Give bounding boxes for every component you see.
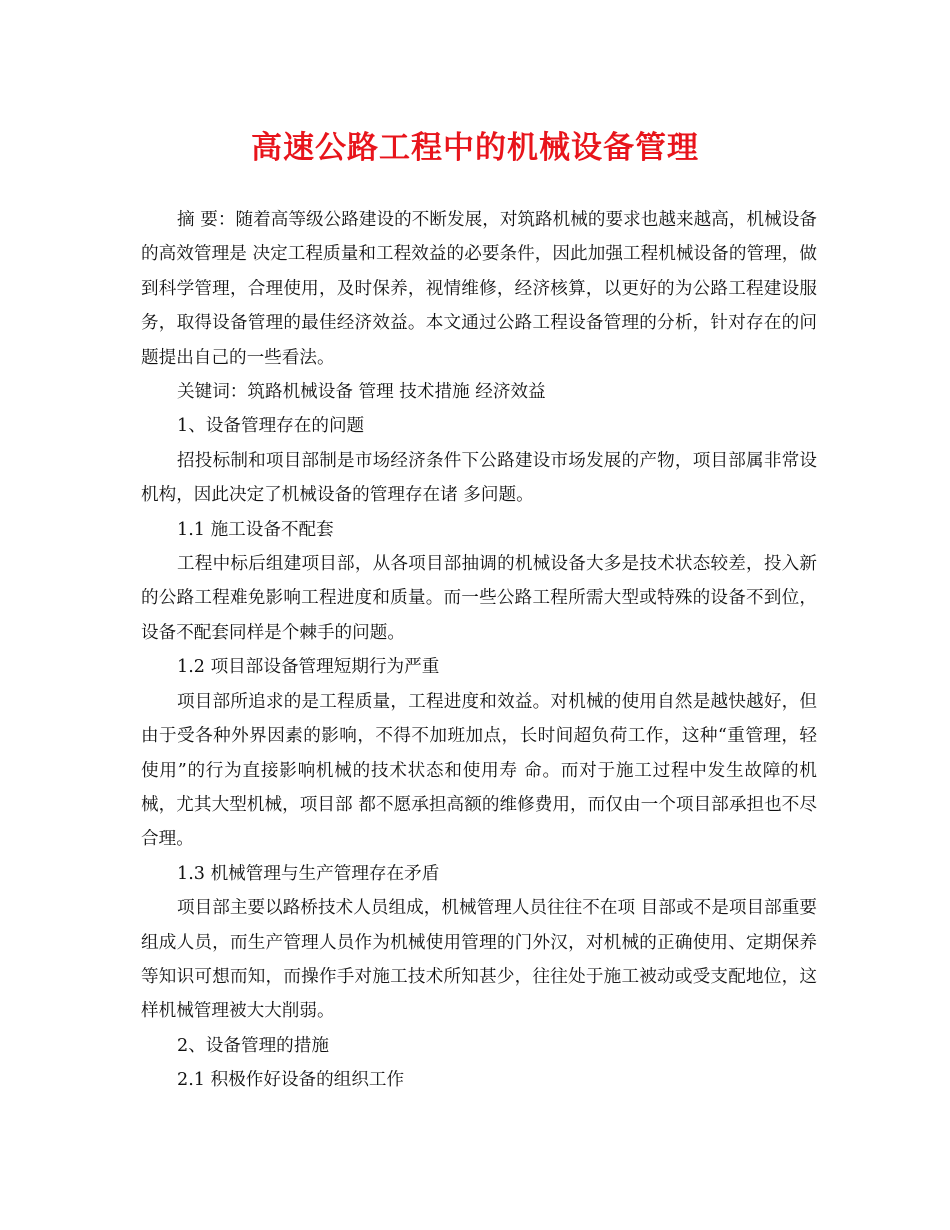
keywords-line: 关键词：筑路机械设备 管理 技术措施 经济效益	[177, 382, 546, 403]
subsection-heading-1-2: 1.2 项目部设备管理短期行为严重	[177, 657, 440, 678]
body-paragraph: 项目部所追求的是工程质量，工程进度和效益。对机械的使用自然是越快越好，但由于受各种外界因素的影响，不得不加班加点，长时间超负荷工作，这种“重管理，轻使用”的行为直接影响机械的技术状态和使用寿 命。而对于施工过程中发生故障的机械，尤其大型机械，项目部 都不愿承担高额的维修费用，而仅由一个项目部承担也不尽合理。	[141, 691, 817, 850]
abstract-paragraph: 摘 要：随着高等级公路建设的不断发展，对筑路机械的要求也越来越高，机械设备的高效管理是 决定工程质量和工程效益的必要条件，因此加强工程机械设备的管理，做到科学管理，合理使用，及时保养，视情维修，经济核算，以更好的为公路工程建设服务，取得设备管理的最佳经济效益。本文通过公路工程设备管理的分析，针对存在的问题提出自己的一些看法。	[141, 210, 817, 368]
body-paragraph: 工程中标后组建项目部，从各项目部抽调的机械设备大多是技术状态较差，投入新的公路工程难免影响工程进度和质量。而一些公路工程所需大型或特殊的设备不到位，设备不配套同样是个棘手的问题。	[141, 554, 817, 643]
body-paragraph: 项目部主要以路桥技术人员组成，机械管理人员往往不在项 目部或不是项目部重要组成人员，而生产管理人员作为机械使用管理的门外汉，对机械的正确使用、定期保养等知识可想而知，而操作手对施工技术所知甚少，往往处于施工被动或受支配地位，这样机械管理被大大削弱。	[141, 898, 817, 1022]
section-heading-1: 1、设备管理存在的问题	[177, 416, 365, 437]
body-paragraph: 招投标制和项目部制是市场经济条件下公路建设市场发展的产物，项目部属非常设机构，因此决定了机械设备的管理存在诸 多问题。	[141, 450, 817, 506]
subsection-heading-1-3: 1.3 机械管理与生产管理存在矛盾	[177, 863, 440, 884]
subsection-heading-1-1: 1.1 施工设备不配套	[177, 519, 334, 540]
document-body	[141, 203, 817, 1098]
document-title: 高速公路工程中的机械设备管理	[251, 130, 699, 166]
subsection-heading-2-1: 2.1 积极作好设备的组织工作	[177, 1070, 405, 1091]
section-heading-2: 2、设备管理的措施	[177, 1035, 329, 1056]
